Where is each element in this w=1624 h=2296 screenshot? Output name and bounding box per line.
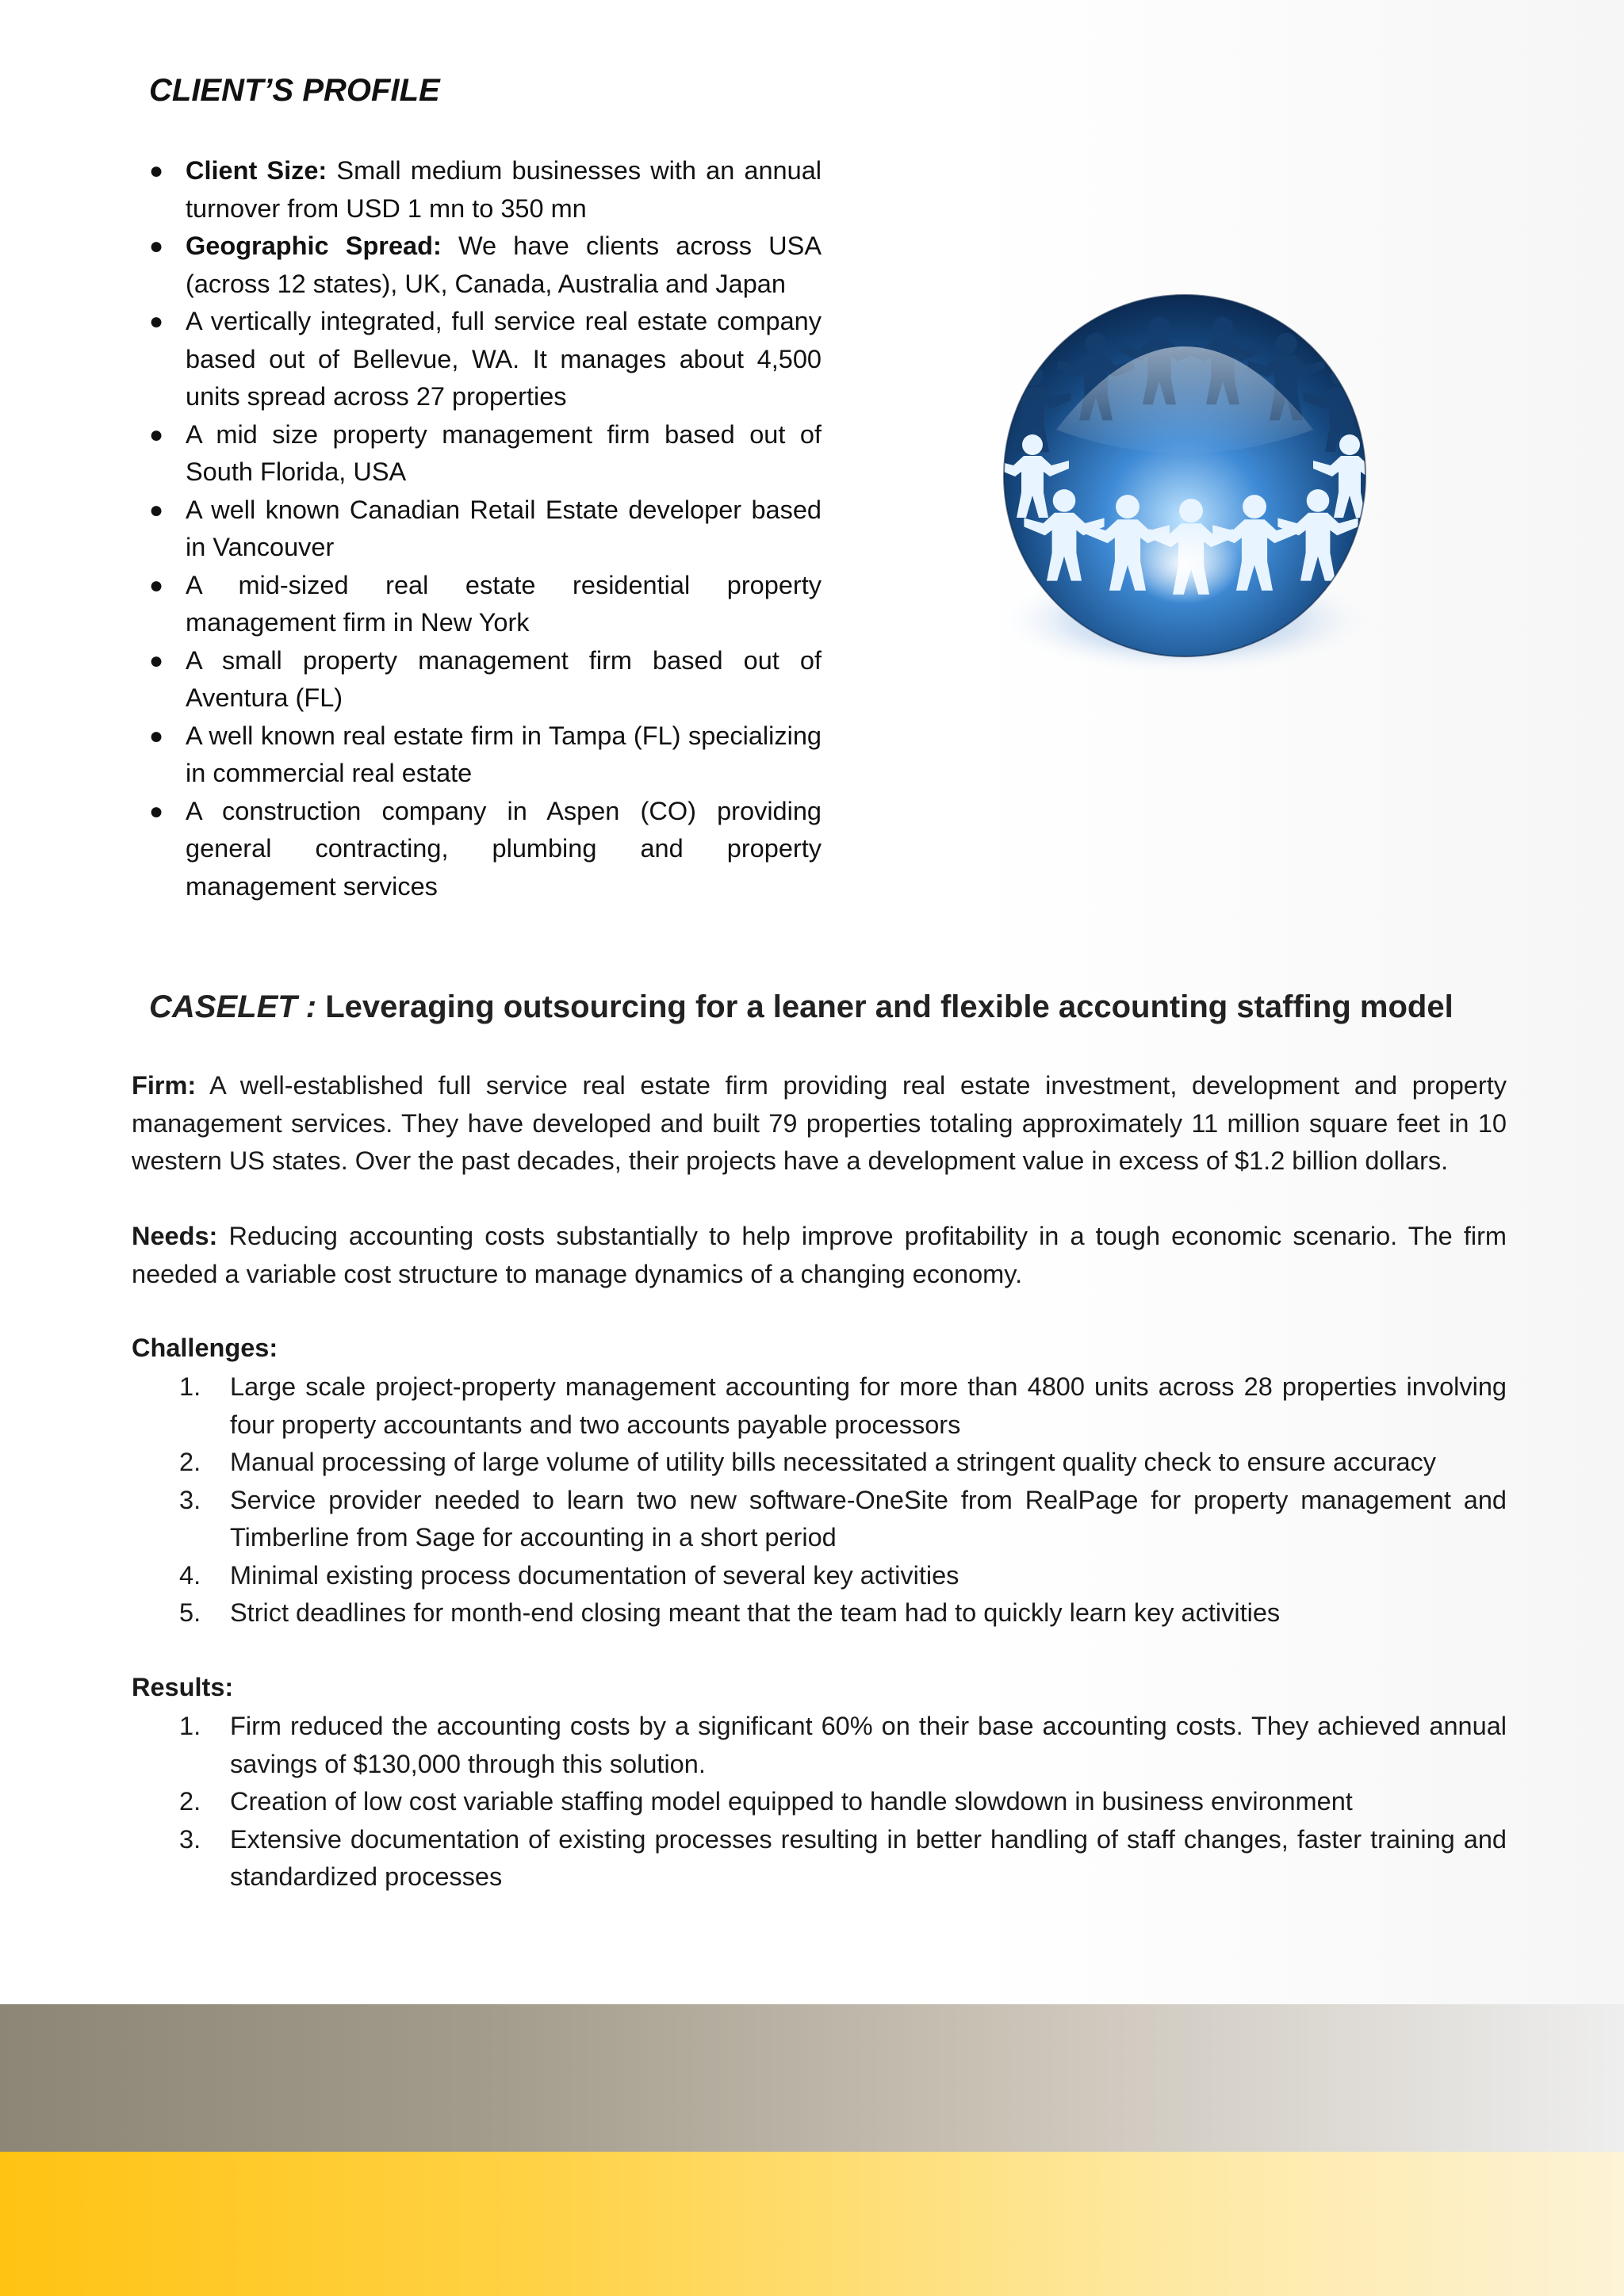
list-item xyxy=(132,1821,1507,1896)
list-item xyxy=(132,1783,1507,1821)
list-number: 4. xyxy=(179,1560,201,1590)
list-number: 3. xyxy=(179,1824,201,1854)
list-text: Creation of low cost variable staffing model equipped to handle slowdown in business environment xyxy=(230,1787,1353,1816)
people-globe-icon xyxy=(1001,279,1381,691)
list-text: Large scale project-property management accounting for more than 4800 units across 28 properties involving four property accountants and two accounts payable processors xyxy=(230,1372,1507,1439)
profile-item-text: A vertically integrated, full service real estate company based out of Bellevue, WA. It manages about 4,500 units spread across 27 properties xyxy=(186,307,822,411)
bullet-icon: ● xyxy=(149,496,164,523)
list-number: 2. xyxy=(179,1787,201,1816)
caselet-lead: CASELET : xyxy=(149,989,317,1024)
profile-item xyxy=(149,303,822,416)
bullet-icon: ● xyxy=(149,798,164,825)
client-profile-title: CLIENT’S PROFILE xyxy=(149,73,440,108)
profile-item-text: Small medium businesses with an annual turnover from USD 1 mn to 350 mn xyxy=(186,156,822,223)
profile-item xyxy=(149,642,822,718)
profile-item-text: A mid-sized real estate residential property management firm in New York xyxy=(186,570,822,637)
bullet-icon: ● xyxy=(149,722,164,749)
firm-paragraph xyxy=(132,1067,1507,1181)
needs-text: Reducing accounting costs substantially to help improve profitability in a tough economic scenario. The firm needed a variable cost structure to manage dynamics of a changing economy. xyxy=(132,1222,1507,1288)
challenges-list xyxy=(132,1368,1507,1632)
bullet-icon: ● xyxy=(149,647,164,674)
list-text: Manual processing of large volume of utility bills necessitated a stringent quality check to ensure accuracy xyxy=(230,1448,1437,1476)
profile-item xyxy=(149,492,822,567)
profile-item-text: A mid size property management firm based out of South Florida, USA xyxy=(186,419,822,486)
list-number: 1. xyxy=(179,1372,201,1401)
profile-item xyxy=(149,416,822,492)
profile-item-text: A well known Canadian Retail Estate developer based in Vancouver xyxy=(186,495,822,561)
bullet-icon: ● xyxy=(149,158,164,184)
challenges-heading: Challenges: xyxy=(132,1334,278,1362)
list-item xyxy=(132,1594,1507,1632)
bullet-icon: ● xyxy=(149,233,164,259)
list-number: 1. xyxy=(179,1712,201,1740)
needs-label: Needs: xyxy=(132,1222,218,1250)
footer-band-gray xyxy=(0,2004,1624,2152)
bullet-icon: ● xyxy=(149,572,164,599)
list-text: Extensive documentation of existing processes resulting in better handling of staff changes, faster training and standardized processes xyxy=(230,1824,1507,1891)
profile-item xyxy=(149,718,822,793)
profile-item-text: A well known real estate firm in Tampa (FL) specializing in commercial real estate xyxy=(186,721,822,787)
bullet-icon: ● xyxy=(149,308,164,335)
list-item xyxy=(132,1482,1507,1557)
bullet-icon: ● xyxy=(149,421,164,448)
caselet-title xyxy=(149,989,1454,1025)
list-text: Strict deadlines for month-end closing meant that the team had to quickly learn key activities xyxy=(230,1598,1281,1627)
needs-paragraph xyxy=(132,1218,1507,1293)
client-profile-list xyxy=(149,152,822,905)
list-text: Service provider needed to learn two new software-OneSite from RealPage for property management and Timberline from Sage for accounting in a short period xyxy=(230,1485,1507,1552)
caselet-title-text: Leveraging outsourcing for a leaner and flexible accounting staffing model xyxy=(316,989,1454,1024)
profile-item-client-size xyxy=(149,152,822,228)
profile-item-text: We have clients across USA (across 12 states), UK, Canada, Australia and Japan xyxy=(186,232,822,298)
profile-item-text: A construction company in Aspen (CO) providing general contracting, plumbing and property management services xyxy=(186,796,822,901)
firm-text: A well-established full service real estate firm providing real estate investment, development and property management services. They have developed and built 79 properties totaling approximately 11 million square feet in 10 western US states. Over the past decades, their projects have a development value in excess of $1.2 billion dollars. xyxy=(132,1071,1507,1175)
list-text: Firm reduced the accounting costs by a significant 60% on their base accounting costs. They achieved annual savings of $130,000 through this solution. xyxy=(230,1712,1507,1778)
profile-item xyxy=(149,567,822,642)
results-list xyxy=(132,1708,1507,1896)
list-item xyxy=(132,1557,1507,1595)
list-item xyxy=(132,1444,1507,1482)
list-number: 2. xyxy=(179,1448,201,1476)
results-heading: Results: xyxy=(132,1673,234,1701)
globe-graphic xyxy=(1001,279,1381,691)
profile-item-geographic-spread xyxy=(149,228,822,303)
list-item xyxy=(132,1708,1507,1783)
profile-item-text: A small property management firm based out of Aventura (FL) xyxy=(186,645,822,712)
list-item xyxy=(132,1368,1507,1444)
list-number: 5. xyxy=(179,1598,201,1627)
profile-item xyxy=(149,793,822,906)
list-text: Minimal existing process documentation of several key activities xyxy=(230,1560,959,1590)
firm-label: Firm: xyxy=(132,1071,197,1100)
footer-band-yellow xyxy=(0,2152,1624,2296)
profile-item-label: Client Size: xyxy=(186,156,327,185)
profile-item-label: Geographic Spread: xyxy=(186,232,442,260)
list-number: 3. xyxy=(179,1485,201,1514)
